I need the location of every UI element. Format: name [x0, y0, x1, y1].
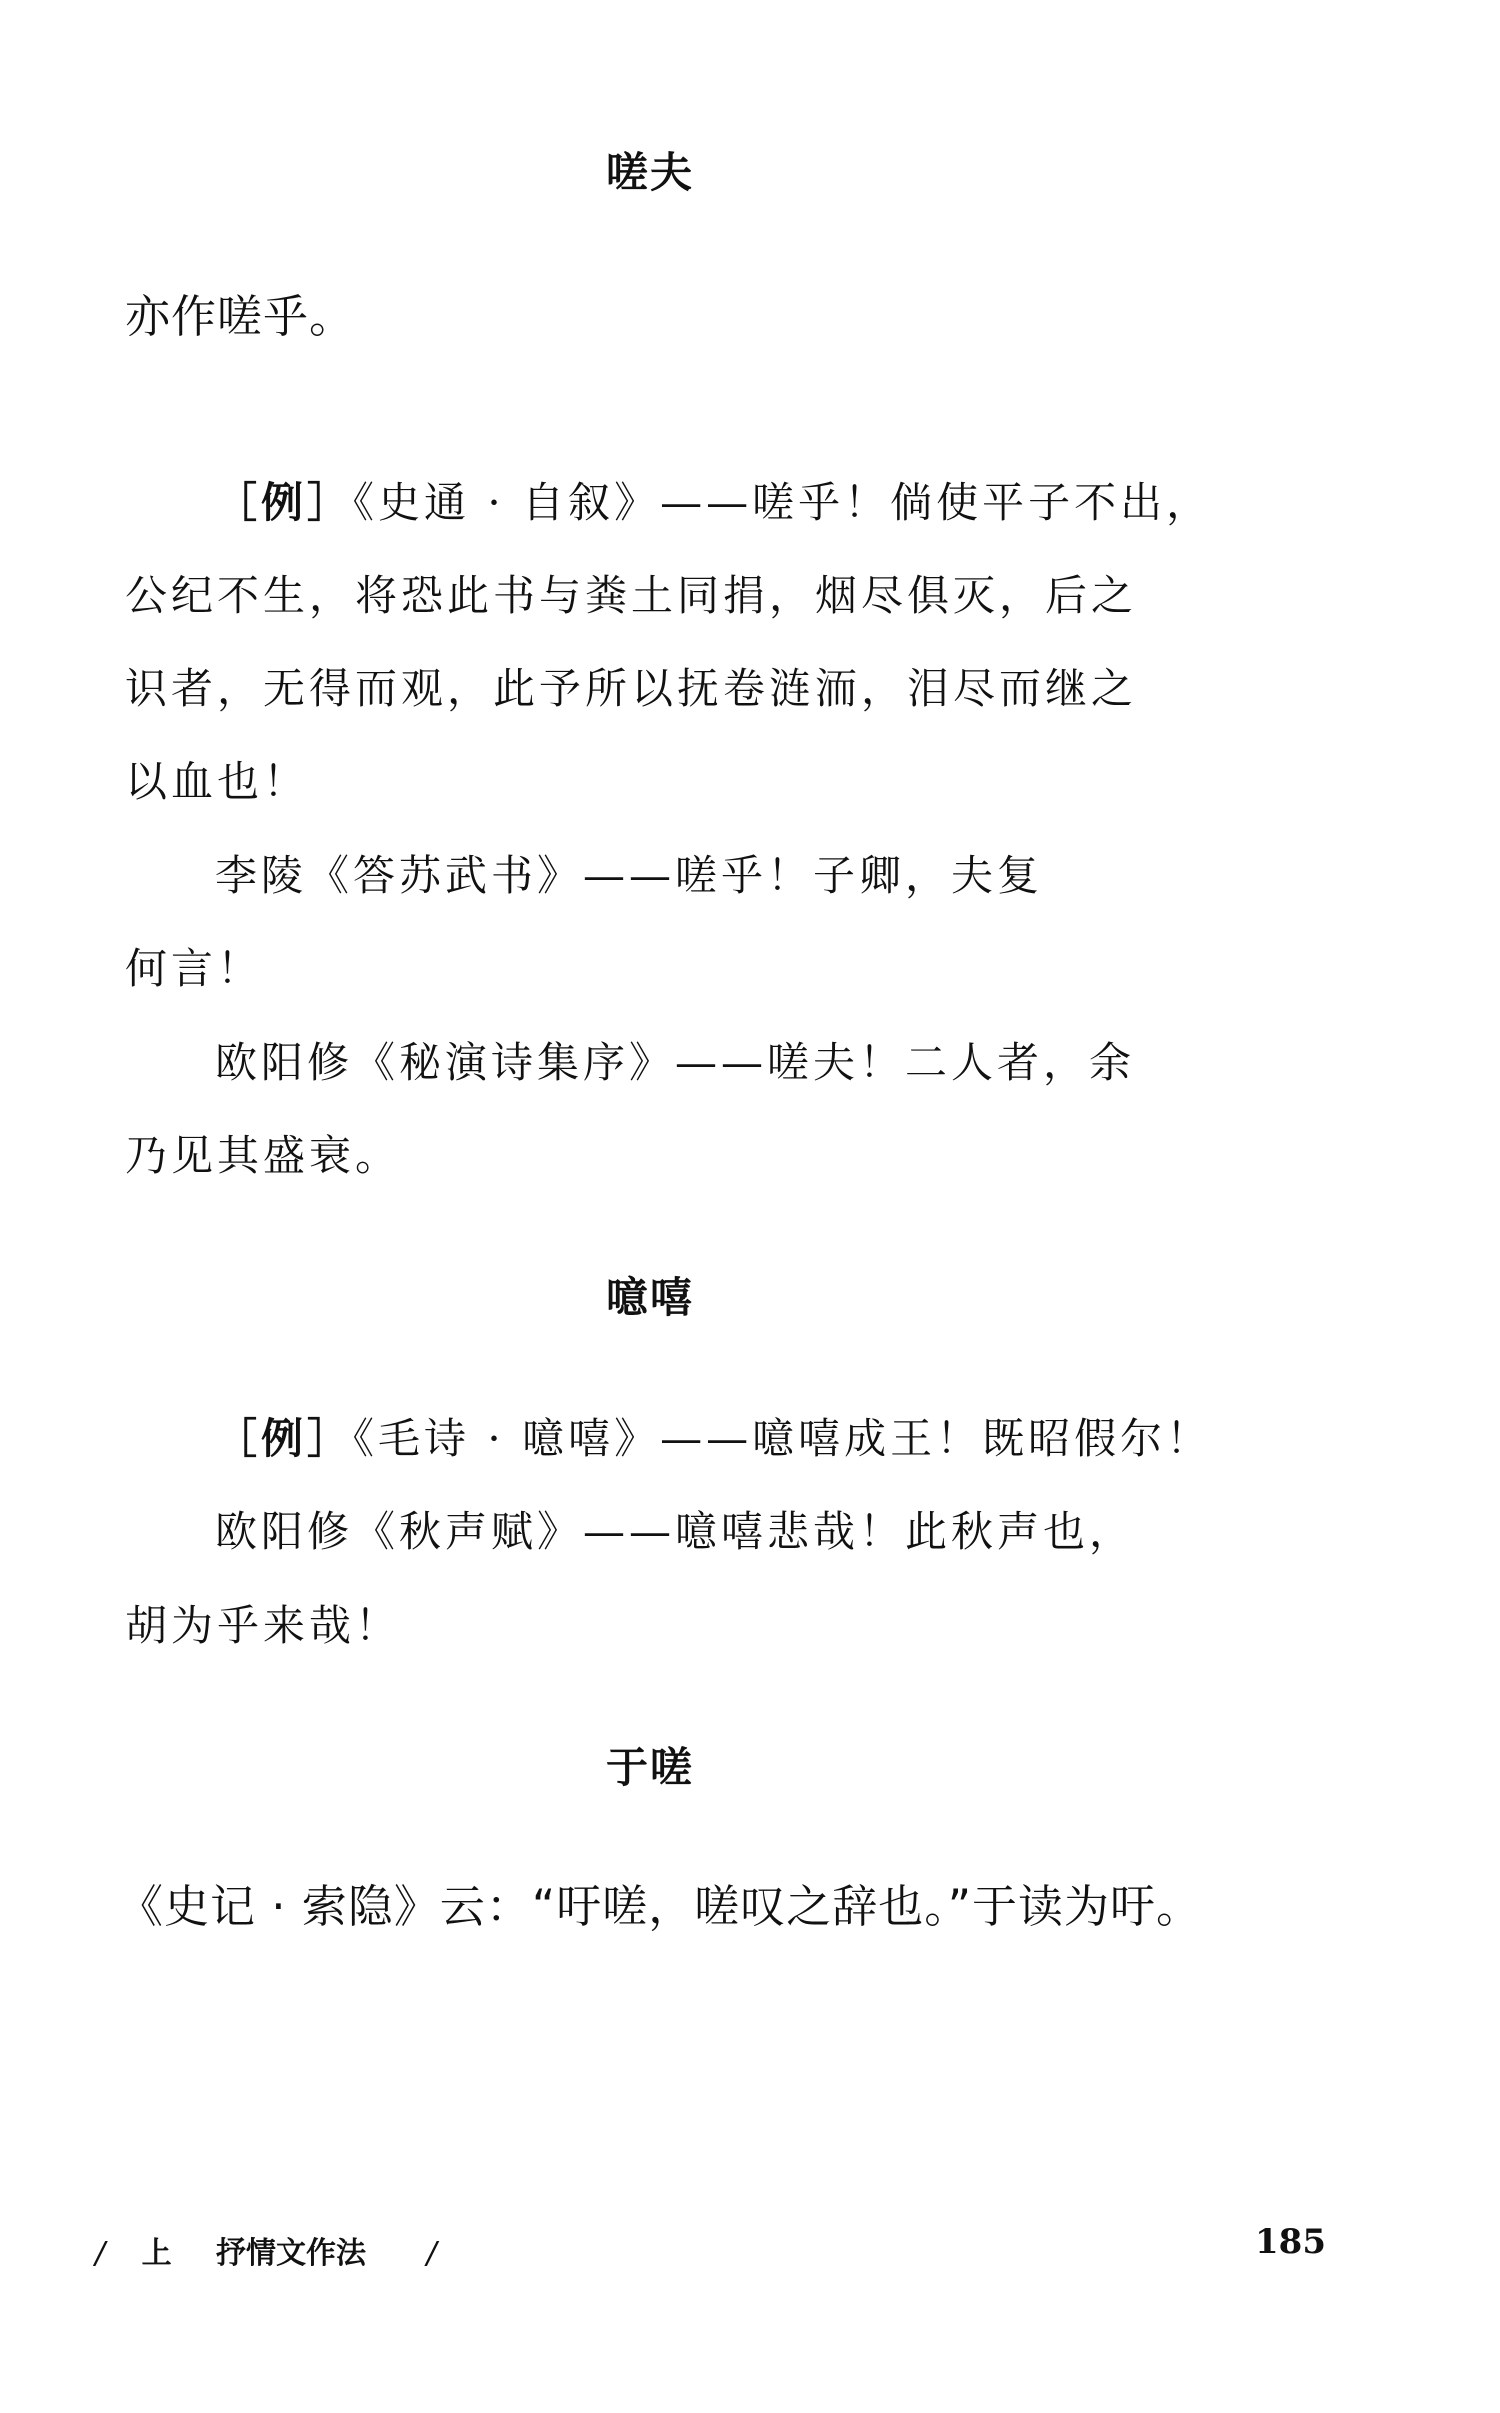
footer-slash: / — [95, 2236, 106, 2271]
section-title: 嗟夫 — [605, 148, 694, 197]
footer-slash: / — [426, 2236, 437, 2271]
footer-book-title: 抒情文作法 — [216, 2236, 367, 2271]
section-title: 噫嘻 — [605, 1273, 694, 1322]
example-text: 《毛诗 · 噫嘻》——噫嘻成王！既昭假尔！ — [353, 1414, 1213, 1463]
example-line: 欧阳修《秋声赋》——噫嘻悲哉！此秋声也， — [215, 1507, 1136, 1556]
page-number: 185 — [1255, 2222, 1326, 2262]
example-text: 《史通 · 自叙》——嗟乎！倘使平子不出， — [353, 478, 1213, 527]
section-title: 于嗟 — [605, 1743, 694, 1792]
footer-volume: 上 — [141, 2236, 172, 2271]
example-line: 以血也！ — [125, 757, 310, 806]
example-line: 公纪不生，将恐此书与粪土同捐，烟尽俱灭，后之 — [125, 571, 1138, 620]
example-line: 识者，无得而观，此予所以抚卷涟洏，泪尽而继之 — [125, 664, 1138, 713]
example-line: 胡为乎来哉！ — [125, 1601, 402, 1650]
page-footer — [95, 2228, 437, 2272]
example-line: 何言！ — [125, 944, 264, 993]
example-line: 李陵《答苏武书》——嗟乎！子卿，夫复 — [215, 851, 1044, 900]
example-marker: ［例］ — [215, 1414, 354, 1463]
definition-text: 亦作嗟乎。 — [125, 290, 356, 343]
definition-text: 《史记 · 索隐》云：“吁嗟，嗟叹之辞也。”于读为吁。 — [118, 1880, 1203, 1933]
example-line: 乃见其盛衰。 — [125, 1131, 402, 1180]
example-line — [215, 1406, 1212, 1466]
example-line — [215, 470, 1212, 530]
example-line: 欧阳修《秘演诗集序》——嗟夫！二人者，余 — [215, 1038, 1136, 1087]
example-marker: ［例］ — [215, 478, 354, 527]
